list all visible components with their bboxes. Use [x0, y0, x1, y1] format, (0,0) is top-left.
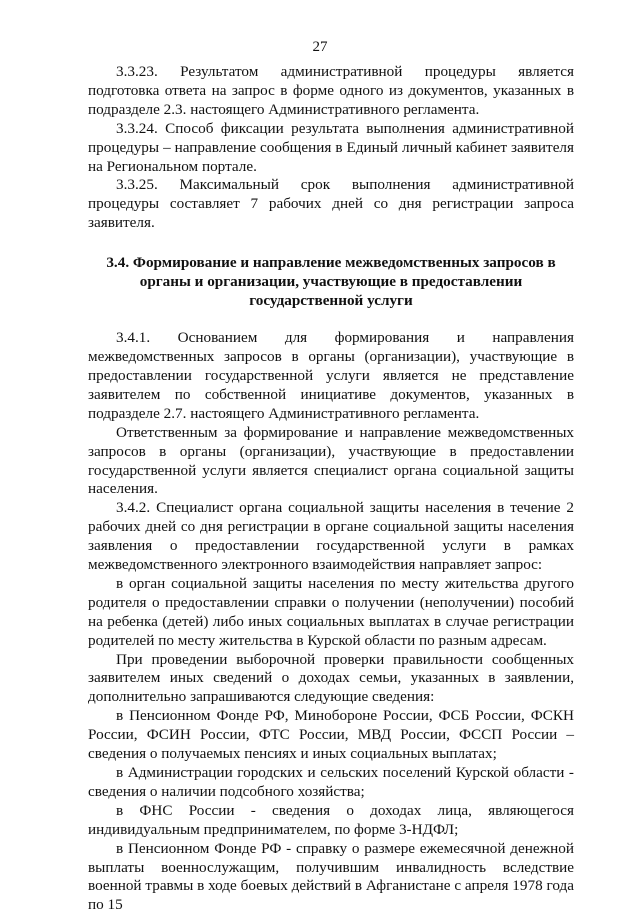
- page-number: 27: [312, 39, 328, 55]
- paragraph-municipal-administration: в Администрации городских и сельских поселений Курской области - сведения о наличии подсобного хозяйства;: [88, 764, 574, 800]
- document-body: [88, 63, 574, 915]
- paragraph-fns: в ФНС России - сведения о доходах лица, являющегося индивидуальным предпринимателем, по форме 3-НДФЛ;: [88, 801, 574, 838]
- paragraph-3-3-25: 3.3.25. Максимальный срок выполнения административной процедуры составляет 7 рабочих дней со дня регистрации запроса заявителя.: [88, 176, 574, 232]
- section-heading-3-4: 3.4. Формирование и направление межведомственных запросов в органы и организации, участвующие в предоставлении государственной услуги: [106, 254, 556, 310]
- paragraph-3-4-2: 3.4.2. Специалист органа социальной защиты населения в течение 2 рабочих дней со дня регистрации в органе социальной защиты населения заявления о предоставлении государственной услуги в рамках межведомственного электронного взаимодействия направляет запрос:: [88, 499, 574, 574]
- paragraph-pension-fund-agencies: в Пенсионном Фонде РФ, Минобороне России, ФСБ России, ФСКН России, ФСИН России, ФТС России, МВД России, ФССП России – сведения о получаемых пенсиях и иных социальных выплатах;: [88, 707, 574, 763]
- paragraph-3-4-1: 3.4.1. Основанием для формирования и направления межведомственных запросов в органы (организации), участвующие в предоставлении государственной услуги является не представление заявителем по собственной инициативе документов, указанных в подразделе 2.7. настоящего Административного регламента.: [88, 329, 574, 422]
- paragraph-other-parent-request: в орган социальной защиты населения по месту жительства другого родителя о предоставлении справки о получении (неполучении) пособий на ребенка (детей) либо иных социальных выплатах в случае регистрации родителей по месту жительства в Курской области по разным адресам.: [88, 574, 574, 649]
- paragraph-pension-fund-military: в Пенсионном Фонде РФ - справку о размере ежемесячной денежной выплаты военнослужащим, получившим инвалидность вследствие военной травмы в ходе боевых действий в Афганистане с апреля 1978 года по 15: [88, 839, 574, 914]
- paragraph-responsible-specialist: Ответственным за формирование и направление межведомственных запросов в органы (организации), участвующие в предоставлении государственной услуги является специалист органа социальной защиты населения.: [88, 423, 574, 498]
- paragraph-3-3-23: 3.3.23. Результатом административной процедуры является подготовка ответа на запрос в форме одного из документов, указанных в подразделе 2.3. настоящего Административного регламента.: [88, 63, 574, 118]
- paragraph-3-3-24: 3.3.24. Способ фиксации результата выполнения административной процедуры – направление сообщения в Единый личный кабинет заявителя на Региональном портале.: [88, 119, 574, 175]
- paragraph-selective-check: При проведении выборочной проверки правильности сообщенных заявителем иных сведений о доходах семьи, указанных в заявлении, дополнительно запрашиваются следующие сведения:: [88, 650, 574, 706]
